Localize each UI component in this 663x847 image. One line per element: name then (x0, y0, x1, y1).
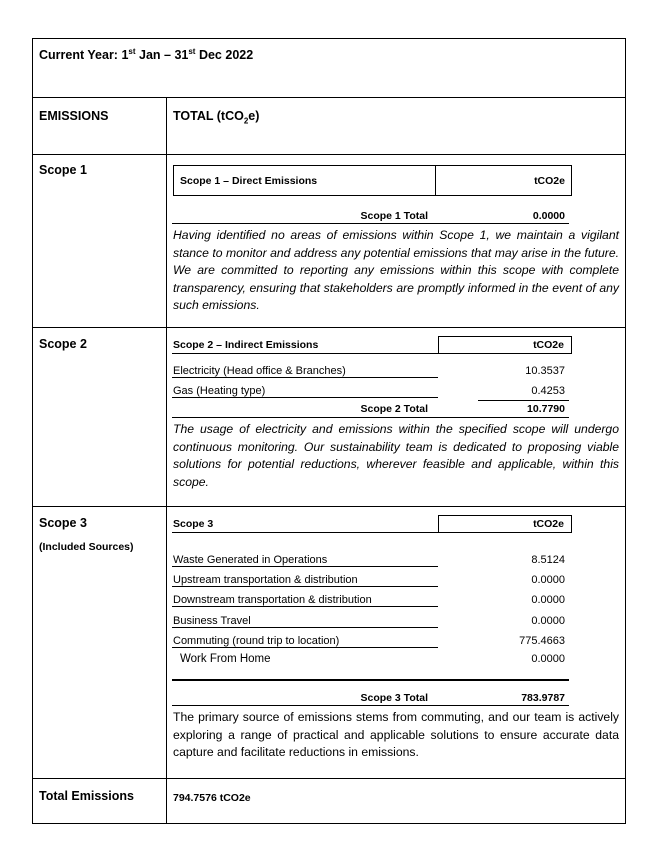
reporting-period: Current Year: 1st Jan – 31st Dec 2022 (39, 47, 254, 63)
scope3-title: Scope 3 (173, 518, 214, 530)
scope3-row-name: Commuting (round trip to location) (173, 635, 340, 647)
scope2-total-rule (172, 417, 569, 418)
row-divider (33, 506, 625, 507)
scope3-title-rule (172, 532, 438, 533)
scope2-title: Scope 2 – Indirect Emissions (173, 339, 319, 351)
scope2-total-label: Scope 2 Total (360, 403, 428, 415)
scope3-subtotal-rule (172, 679, 569, 681)
total-emissions-label: Total Emissions (39, 789, 134, 803)
scope1-total-value: 0.0000 (532, 210, 565, 222)
scope3-row-rule (172, 586, 438, 587)
scope3-note: The primary source of emissions stems from commuting, and our team is actively exploring a range of practical and applicable solutions to ensure accurate data capture and facilitate reductions in emissions. (173, 710, 619, 759)
scope2-row-value: 0.4253 (531, 385, 565, 397)
scope3-row-value: 0.0000 (531, 574, 565, 586)
scope1-total-rule (172, 223, 569, 224)
scope2-subtotal-rule (478, 400, 569, 401)
scope2-row-rule (172, 377, 438, 378)
scope2-label: Scope 2 (39, 337, 87, 351)
scope3-row-value: 8.5124 (531, 554, 565, 566)
scope3-total-value: 783.9787 (521, 692, 565, 704)
scope2-row-value: 10.3537 (525, 365, 565, 377)
scope3-sublabel: (Included Sources) (39, 541, 134, 553)
scope2-unit: tCO2e (533, 339, 564, 351)
scope1-unit: tCO2e (534, 175, 565, 187)
total-column-header: TOTAL (tCO$_2$e) (173, 109, 260, 126)
scope3-row-name: Upstream transportation & distribution (173, 574, 358, 586)
scope2-total-value: 10.7790 (527, 403, 565, 415)
scope3-row-value: 0.0000 (531, 594, 565, 606)
scope3-row-name: Business Travel (173, 615, 251, 627)
scope3-total-rule (172, 705, 569, 706)
row-divider (33, 154, 625, 155)
scope3-unit: tCO2e (533, 518, 564, 530)
scope2-note: The usage of electricity and emissions within the specified scope will undergo continuous monitoring. Our sustainability team is dedicated to proposing viable solutions for potential reductions, wherever feasible and applicable, within this scope. (173, 422, 619, 489)
scope3-row-value: 775.4663 (519, 635, 565, 647)
scope3-row-value: 0.0000 (531, 615, 565, 627)
scope2-row-rule (172, 397, 438, 398)
row-divider (33, 97, 625, 98)
scope1-label: Scope 1 (39, 163, 87, 177)
scope1-note: Having identified no areas of emissions within Scope 1, we maintain a vigilant stance to monitor and address any potential emissions that may arise in the future. We are committed to reporting any emissions within this scope with complete transparency, ensuring that stakeholders are promptly informed in the event of any such emissions. (173, 228, 619, 312)
emissions-column-header: EMISSIONS (39, 109, 109, 123)
scope3-label: Scope 3 (39, 516, 87, 530)
scope2-row-name: Gas (Heating type) (173, 385, 266, 397)
column-divider (166, 97, 167, 823)
scope3-row-rule (172, 566, 438, 567)
total-emissions-value: 794.7576 tCO2e (173, 792, 251, 804)
scope3-row-rule (172, 647, 438, 648)
scope3-row-rule (172, 606, 438, 607)
scope1-total-label: Scope 1 Total (360, 210, 428, 222)
scope2-title-rule (172, 353, 438, 354)
scope2-row-name: Electricity (Head office & Branches) (173, 365, 346, 377)
row-divider (33, 327, 625, 328)
scope1-title: Scope 1 – Direct Emissions (180, 175, 318, 187)
scope3-row-name: Work From Home (180, 653, 271, 665)
scope3-total-label: Scope 3 Total (360, 692, 428, 704)
scope3-row-value: 0.0000 (531, 653, 565, 665)
row-divider (33, 778, 625, 779)
scope3-row-name: Downstream transportation & distribution (173, 594, 372, 606)
scope3-row-rule (172, 627, 438, 628)
emissions-report-table (32, 38, 626, 824)
scope3-row-name: Waste Generated in Operations (173, 554, 328, 566)
